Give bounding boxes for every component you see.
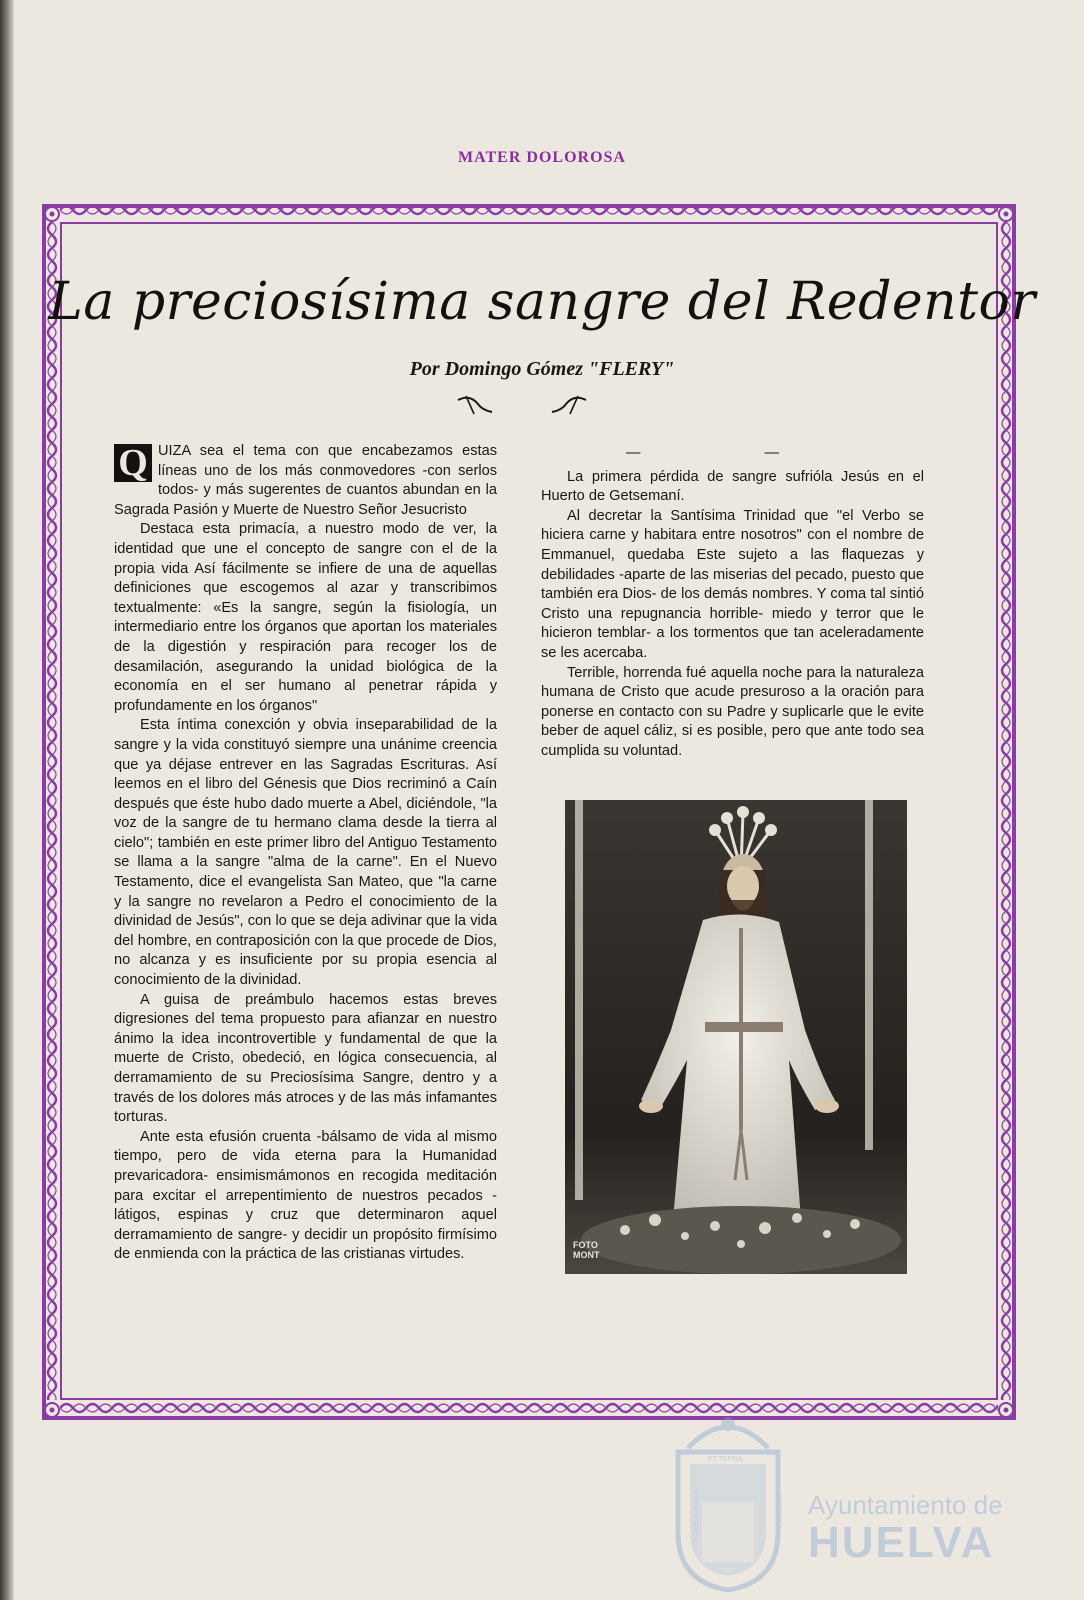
paragraph-3: Esta íntima conexción y obvia inseparabilidad de la sangre y la vida constituyó siempre una unánime creencia que ya déjase entrever en las Sagradas Escrituras. Así leemos en el libro del Génesis que Dios recriminó a Caín después que éste hubo dado muerte a Abel, diciéndole, "la voz de la sangre de tu hermano clama desde la tierra al cielo"; también en este primer libro del Antiguo Testamento se llama a la sangre "alma de la carne". En el Nuevo Testamento, dice el evangelista San Mateo, que "la carne y la sangre no revelaron a Pedro el conocimiento de la divinidad de Jesús", con lo que se deja adivinar que la vida del hombre, en contraposición con la que procede de Dios, no alcanza y es insuficiente por su propia esencia al conocimiento de la divinidad. [114, 717, 497, 989]
article-title: La preciosísima sangre del Redentor [48, 272, 1036, 332]
watermark-text-line1: Ayuntamiento de [808, 1490, 1003, 1520]
paragraph-5: Ante esta efusión cruenta -bálsamo de vida al mismo tiempo, pero de vida eterna para la Humanidad prevaricadora- ensimismámonos en recogida meditación para excitar el arrepentimiento de nuestros pecados -látigos, espinas y cruz que determinaron aquel derramamiento de sangre- y decidir un propósito firmísimo de enmienda con la práctica de las cristianas virtudes. [114, 1128, 497, 1263]
watermark-badge-right: CUSTODIA [774, 1493, 782, 1530]
photo-credit: FOTO MONT [573, 1240, 600, 1260]
paragraph-6: La primera pérdida de sangre sufrióla Jesús en el Huerto de Getsemaní. [541, 468, 924, 505]
flourish-ornament [452, 392, 592, 420]
photo-jesus-statue [565, 800, 907, 1274]
paragraph-7: Al decretar la Santísima Trinidad que "el Verbo se hiciera carne y habitara entre nosotros" con el nombre de Emmanuel, quedaba Este sujeto a las flaquezas y debilidades -aparte de las miserias del pecado, puesto que también era Dios- de los demás nombres. Y coma tal sintió Cristo una repugnancia horrible- miedo y terror que le hicieron temblar- a los tormentos que tan aceleradamente se les acercaba. [541, 507, 924, 661]
section-separator: — — [625, 445, 840, 461]
watermark-text-line2: HUELVA [808, 1518, 995, 1567]
left-text-column [114, 442, 497, 1265]
article-byline: Por Domingo Gómez "FLERY" [409, 358, 675, 380]
paragraph-8: Terrible, horrenda fué aquella noche para la naturaleza humana de Cristo que acude presuroso a la oración para ponerse en contacto con su Padre y suplicarle que le evite beber de aquel cáliz, si es posible, pero que ante todo sea cumplida su voluntad. [541, 664, 924, 759]
paragraph-1: Q UIZA sea el tema con que encabezamos estas líneas uno de los más conmovedores -con serlos todos- y más sugerentes de cuantos abundan en la Sagrada Pasión y Muerte de Nuestro Señor Jesucristo [114, 442, 497, 518]
coat-of-arms-icon [668, 1412, 788, 1592]
paragraph-4: A guisa de preámbulo hacemos estas breves digresiones del tema propuesto para afianzar en nuestro ánimo la idea incontrovertible y fundamental de que la muerte de Cristo, obedeció, en lógica consecuencia, al derramamiento de su Preciosísima Sangre, dentro y a través de los dolores más atroces y de las más infamantes torturas. [114, 991, 497, 1126]
drop-cap: Q [114, 444, 152, 482]
running-header: MATER DOLOROSA [458, 149, 626, 166]
paragraph-2: Destaca esta primacía, a nuestro modo de ver, la identidad que une el concepto de sangre con el de la propia vida Así fácilmente se infiere de una de aquellas definiciones que escogemos al azar y transcribimos textualmente: «Es la sangre, según la fisiología, un intermediario entre los órganos que aportan los materiales de la digestión y respiración para recoger los de desamilación, asegurando la unidad biológica de la economía en el ser humano al penetrar rápida y profundamente en los órganos" [114, 521, 497, 714]
right-text-column [541, 444, 924, 762]
city-council-watermark [668, 1412, 1068, 1592]
book-binding-edge [0, 0, 14, 1600]
watermark-badge-top: ET TERRA [708, 1456, 743, 1463]
watermark-badge-left: PORTUS MARIS [693, 1488, 701, 1543]
